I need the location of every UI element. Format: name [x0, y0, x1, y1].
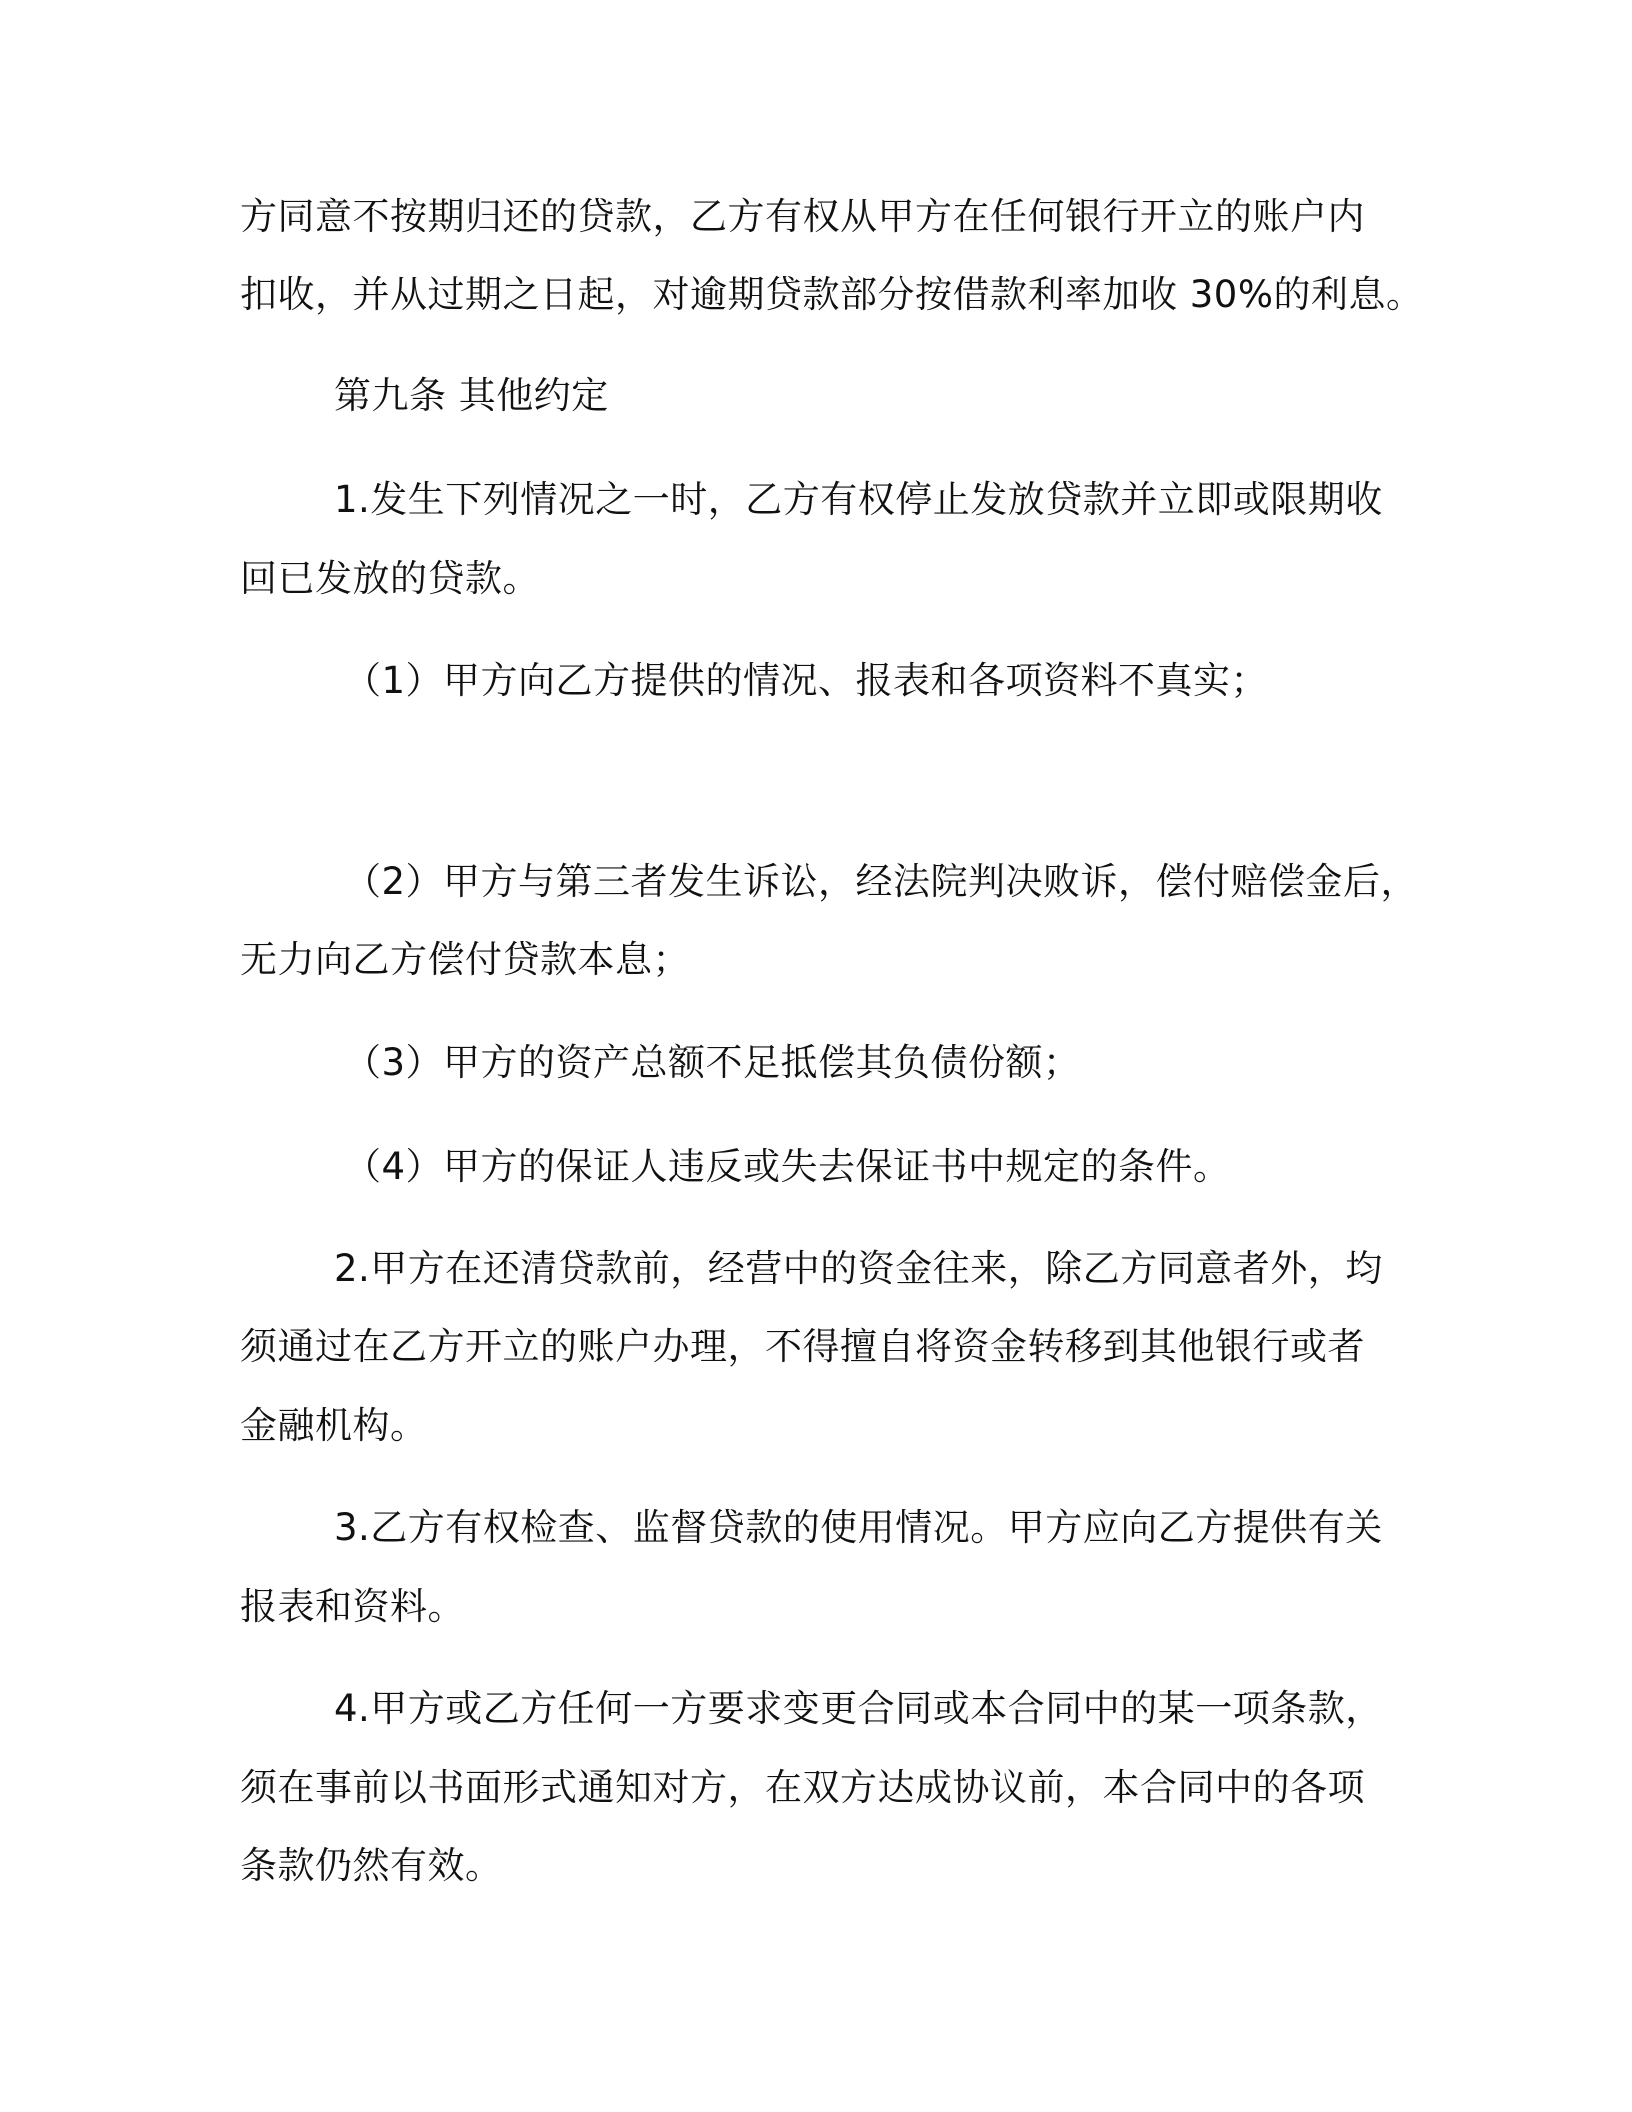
text-line: 1.发生下列情况之一时，乙方有权停止发放贷款并立即或限期收 [334, 478, 1383, 521]
list-item: （2）甲方与第三者发生诉讼，经法院判决败诉，偿付赔偿金后， [344, 860, 1419, 903]
text-line: 2.甲方在还清贷款前，经营中的资金往来，除乙方同意者外，均 [334, 1247, 1383, 1290]
text-line: 回已发放的贷款。 [240, 557, 540, 600]
text-line: 须通过在乙方开立的账户办理，不得擅自将资金转移到其他银行或者 [240, 1325, 1365, 1368]
list-item: （1）甲方向乙方提供的情况、报表和各项资料不真实； [344, 659, 1269, 702]
text-line: 扣收，并从过期之日起，对逾期贷款部分按借款利率加收 30%的利息。 [240, 273, 1424, 316]
text-line: 3.乙方有权检查、监督贷款的使用情况。甲方应向乙方提供有关 [334, 1506, 1383, 1549]
text-line: 报表和资料。 [240, 1585, 465, 1628]
list-item: （4）甲方的保证人违反或失去保证书中规定的条件。 [344, 1145, 1231, 1188]
text-line: 方同意不按期归还的贷款，乙方有权从甲方在任何银行开立的账户内 [240, 195, 1365, 238]
text-line: 4.甲方或乙方任何一方要求变更合同或本合同中的某一项条款， [334, 1687, 1383, 1730]
section-heading: 第九条 其他约定 [334, 374, 609, 417]
list-item: （3）甲方的资产总额不足抵偿其负债份额； [344, 1041, 1081, 1084]
text-line: 金融机构。 [240, 1404, 428, 1447]
text-line: 须在事前以书面形式通知对方，在双方达成协议前，本合同中的各项 [240, 1766, 1365, 1809]
text-line: 无力向乙方偿付贷款本息； [240, 938, 690, 981]
text-line: 条款仍然有效。 [240, 1844, 503, 1887]
